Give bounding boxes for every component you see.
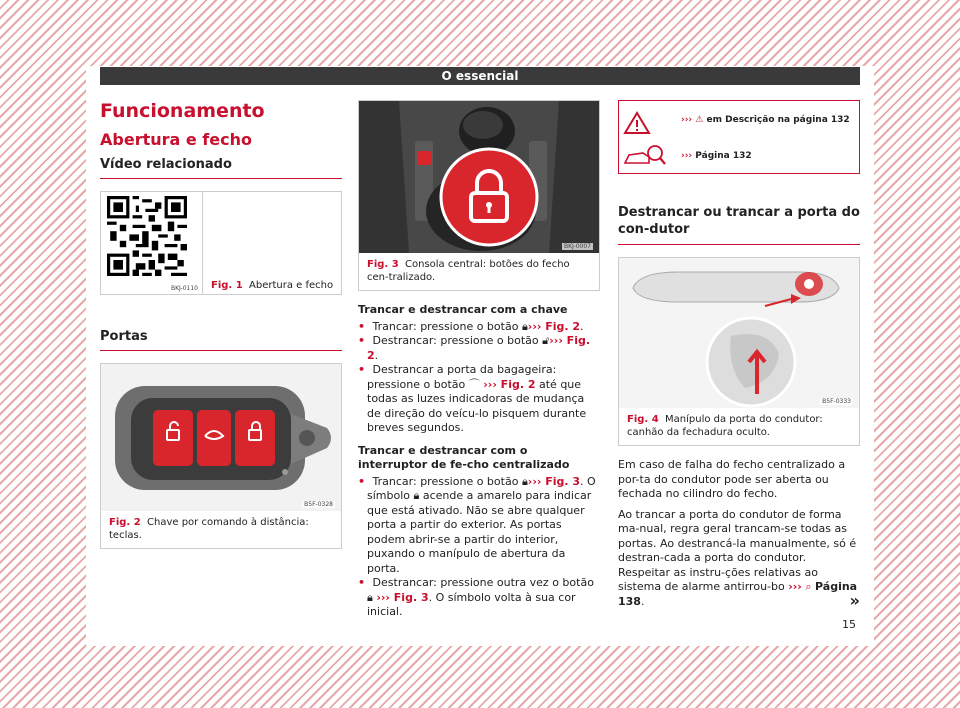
figure-tag: B5F-0333	[822, 398, 851, 405]
figure-number: Fig. 2	[109, 517, 141, 528]
reference-arrow: ›››	[681, 151, 693, 161]
figure-3	[358, 100, 600, 291]
list-item	[358, 475, 600, 577]
reference-text: Página 132	[695, 151, 752, 161]
car-key-icon	[101, 364, 341, 511]
key-section-heading: Trancar e destrancar com a chave	[358, 303, 568, 316]
figure-4-caption	[619, 408, 859, 445]
figure-tag: BKJ-0110	[170, 285, 198, 292]
paragraph-1: Em caso de falha do fecho centralizado a por-ta do condutor pode ser aberta ou fechada no cilindro do fecho.	[618, 458, 846, 500]
figure-1-caption	[203, 192, 333, 294]
lock-icon: 🔒︎	[367, 590, 373, 604]
reference-arrow: ›››	[681, 115, 693, 125]
paragraph-text: Ao trancar a porta do condutor de forma ma-nual, regra geral trancam-se todas as portas. Ao destrancá-la manualmente, só é destran-cada a porta do condutor. Respeitar as instru-ções relativas ao sistema de alarme antirrou-bo	[618, 507, 857, 593]
lock-icon: 🔒︎	[413, 489, 420, 502]
central-lock-section-heading: Trancar e destrancar com o interruptor de fe-cho centralizado	[358, 443, 570, 471]
figure-link[interactable]: ››› Fig. 3	[376, 590, 429, 604]
figure-link[interactable]: ››› Fig. 2	[367, 334, 591, 362]
lock-icon: 🔒︎	[521, 474, 528, 488]
figure-link[interactable]: ››› Fig. 2	[527, 319, 581, 333]
figure-1	[100, 191, 342, 295]
list-item-text: . O símbolo volta à sua cor inicial.	[367, 590, 576, 618]
warning-icon	[623, 111, 651, 135]
trunk-icon: ⌒	[468, 377, 480, 391]
car-search-icon	[623, 143, 667, 167]
figure-number: Fig. 3	[367, 259, 399, 270]
figure-link[interactable]: ››› Fig. 2	[483, 377, 536, 391]
column-1	[100, 100, 342, 549]
section-title: Abertura e fecho	[100, 130, 252, 149]
figure-tag: BKJ-0007	[563, 243, 591, 250]
driver-door-heading: Destrancar ou trancar a porta do con-dutor	[618, 204, 860, 245]
figure-number: Fig. 1	[211, 280, 243, 291]
qr-code[interactable]	[101, 192, 203, 294]
figure-caption-text: Abertura e fecho	[249, 280, 334, 291]
figure-tag: B5F-0328	[304, 501, 333, 508]
continue-mark: »	[849, 590, 860, 610]
list-item-text: acende a amarelo para indicar que está ativado. Não se abre qualquer porta a partir do exterior. As portas podem abrir-se a partir do interior, puxando o manípulo de abertura da porta.	[367, 489, 592, 575]
figure-2	[100, 363, 342, 549]
reference-line-2[interactable]	[681, 151, 752, 161]
list-item-text: Trancar: pressione o botão	[372, 474, 519, 488]
center-console-icon	[359, 101, 599, 253]
unlock-icon: 🔓︎	[542, 334, 550, 347]
figure-caption-text: Chave por comando à distância: teclas.	[109, 517, 309, 541]
reference-box	[618, 100, 860, 174]
figure-number: Fig. 4	[627, 414, 659, 425]
key-remote-photo	[101, 364, 341, 511]
lock-icon: 🔒︎	[521, 319, 528, 333]
figure-4	[618, 257, 860, 446]
chapter-header: O essencial	[100, 67, 860, 85]
figure-2-caption	[101, 511, 341, 548]
list-item-text: . O símbolo	[367, 474, 596, 502]
figure-3-caption	[359, 253, 599, 290]
center-console-photo	[359, 101, 599, 253]
list-item-text: Trancar: pressione o botão	[372, 319, 519, 333]
list-item-text: Destrancar a porta da bagageira: pressione o botão	[367, 363, 557, 391]
qr-code-icon	[107, 196, 187, 276]
paragraph-2: Ao trancar a porta do condutor de forma ma-nual, regra geral trancam-se todas as portas. Ao destrancá-la manualmente, só é destran-cada a porta do condutor. Respeitar as instru-ções relativas ao sistema de alarme antirrou-bo ››› ⌕ Página 138. »	[618, 507, 860, 610]
reference-text: em Descrição na página 132	[706, 115, 850, 125]
door-handle-icon	[619, 258, 859, 408]
list-item-text: Destrancar: pressione outra vez o botão	[372, 576, 594, 589]
column-2	[358, 100, 600, 620]
list-item	[358, 576, 600, 620]
list-item-text: até que todas as luzes indicadoras de mudança de direção do veícu-lo pisquem durante breves segundos.	[367, 377, 587, 434]
car-search-small-icon: ⌕	[805, 580, 812, 593]
video-heading: Vídeo relacionado	[100, 157, 342, 179]
figure-caption-text: Consola central: botões do fecho cen-tralizado.	[367, 259, 570, 283]
page-number: 15	[842, 618, 856, 631]
main-title: Funcionamento	[100, 100, 265, 122]
list-item: • Destrancar: pressione o botão 🔓︎››› Fig. 2.	[358, 334, 600, 363]
figure-caption-text: Manípulo da porta do condutor: canhão da fechadura oculto.	[627, 414, 823, 438]
portas-heading: Portas	[100, 329, 342, 351]
door-handle-photo	[619, 258, 859, 408]
reference-line-1[interactable]	[681, 115, 850, 125]
list-item	[358, 363, 600, 436]
page-link-arrow: ›››	[788, 580, 802, 593]
list-item-text: Destrancar: pressione o botão	[372, 334, 539, 347]
page-link[interactable]: Página 138	[618, 580, 858, 608]
warning-small-icon: ⚠	[695, 115, 704, 125]
column-3	[618, 100, 860, 609]
list-item: • Trancar: pressione o botão 🔒︎››› Fig. 2.	[358, 320, 600, 335]
figure-link[interactable]: ››› Fig. 3	[527, 474, 581, 488]
